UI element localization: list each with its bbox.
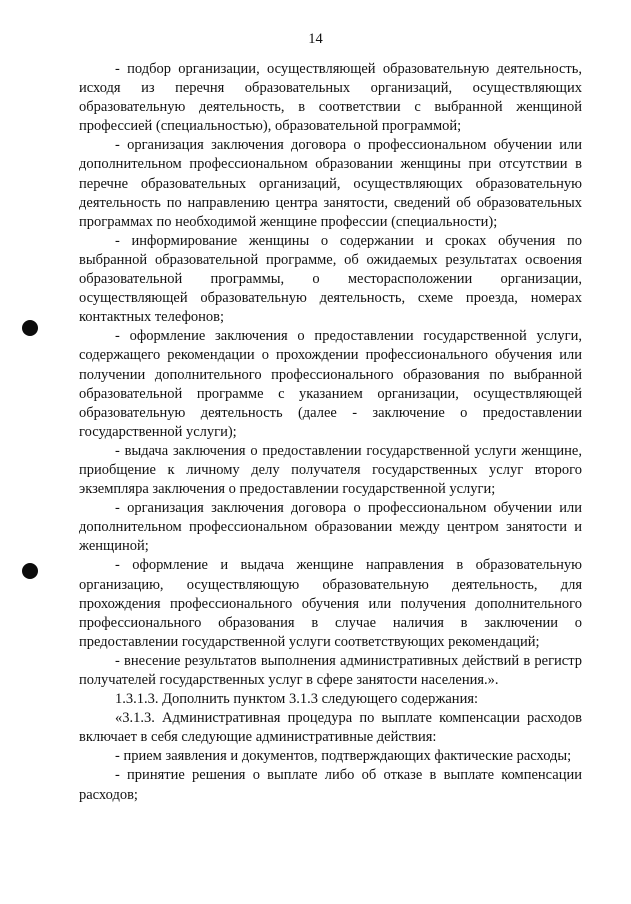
punch-hole-top bbox=[22, 320, 38, 336]
paragraph: - организация заключения договора о профессиональном обучении или дополнительном профессиональном образовании женщины при отсутствии в перечне образовательных организаций, осуществляющих образовательную деятельность по направлению центра занятости, сведений об образовательных программах по необходимой женщине профессии (специальности); bbox=[79, 137, 582, 230]
paragraph: - оформление и выдача женщине направления в образовательную организацию, осуществляющую образовательную деятельность, для прохождения профессионального обучения или получения дополнительного профессионального образования в случае наличия в заключении о предоставлении государственной услуги соответствующих рекомендаций; bbox=[79, 557, 582, 650]
paragraph: «3.1.3. Административная процедура по выплате компенсации расходов включает в себя следующие административные действия: bbox=[79, 710, 582, 746]
page-number: 14 bbox=[308, 31, 323, 47]
paragraph: 1.3.1.3. Дополнить пунктом 3.1.3 следующего содержания: bbox=[115, 691, 479, 708]
paragraph: - внесение результатов выполнения административных действий в регистр получателей государственных услуг в сфере занятости населения.». bbox=[79, 652, 582, 688]
paragraph: - организация заключения договора о профессиональном обучении или дополнительном профессиональном образовании между центром занятости и женщиной; bbox=[79, 500, 582, 555]
punch-hole-bottom bbox=[22, 563, 38, 579]
paragraph: - принятие решения о выплате либо об отказе в выплате компенсации расходов; bbox=[79, 767, 582, 803]
paragraph: - информирование женщины о содержании и сроках обучения по выбранной образовательной программе, об ожидаемых результатах освоения образовательной программы, о месторасположении организации, осуществляющей образовательную деятельность, схеме проезда, номерах контактных телефонов; bbox=[79, 232, 582, 326]
paragraph: - выдача заключения о предоставлении государственной услуги женщине, приобщение к личному делу получателя государственных услуг второго экземпляра заключения о предоставлении государственной услуги; bbox=[79, 442, 582, 498]
paragraph: - прием заявления и документов, подтверждающих фактические расходы; bbox=[115, 748, 572, 765]
document-body bbox=[79, 60, 582, 805]
paragraph: - оформление заключения о предоставлении государственной услуги, содержащего рекомендации о прохождении профессионального обучения или получении дополнительного профессионального образования по выбранной образовательной программе с указанием организации, осуществляющей образовательную деятельность (далее - заключение о предоставлении государственной услуги); bbox=[79, 328, 582, 440]
paragraph: - подбор организации, осуществляющей образовательную деятельность, исходя из перечня образовательных организаций, осуществляющих образовательную деятельность, в соответствии с выбранной женщиной профессией (специальностью), образовательной программой; bbox=[79, 61, 582, 135]
